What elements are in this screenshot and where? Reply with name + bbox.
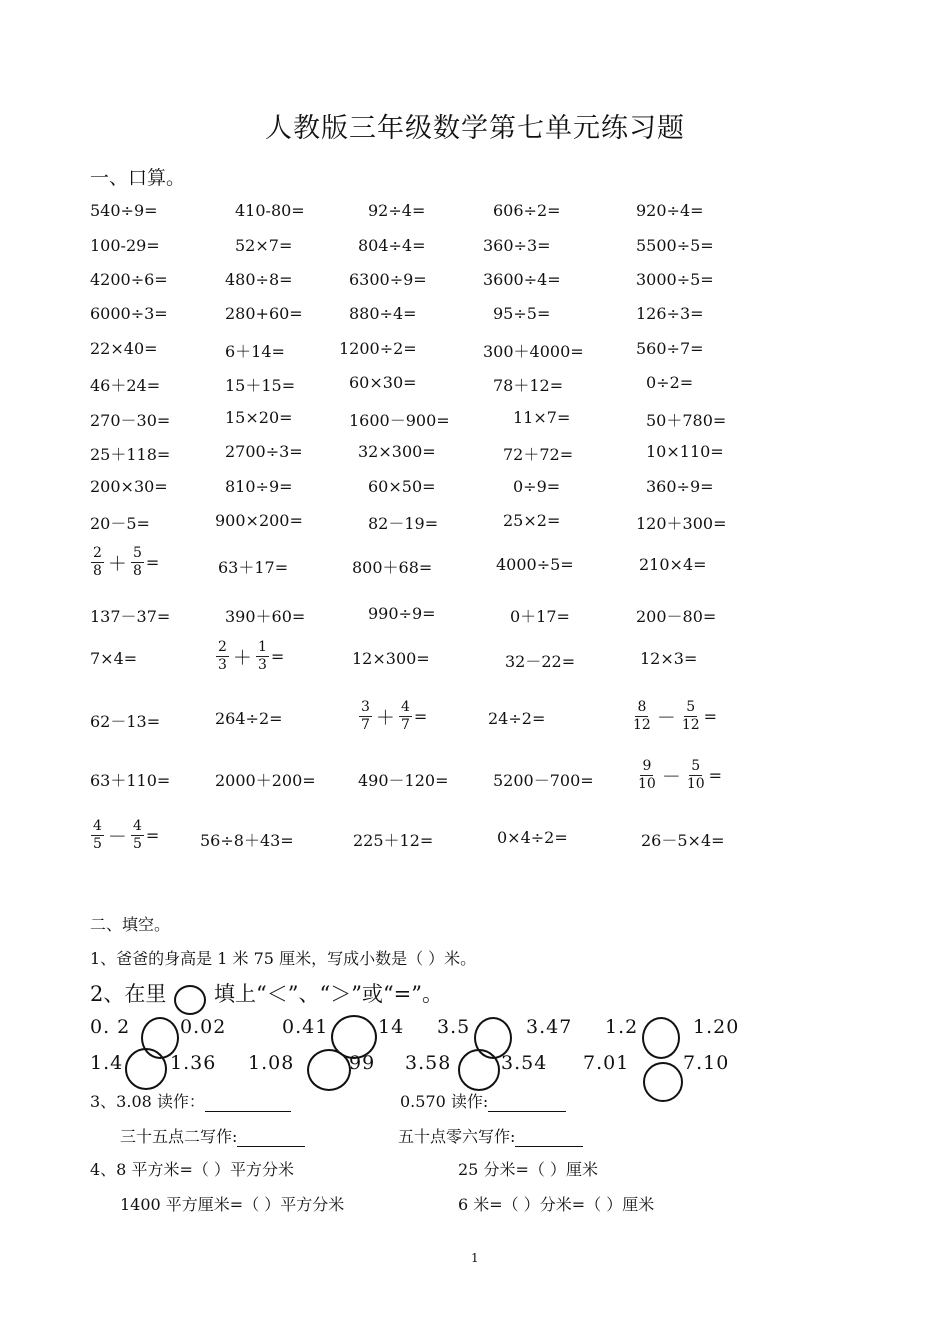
problem: 410-80= bbox=[235, 201, 305, 220]
problem: 3000÷5= bbox=[636, 270, 714, 289]
fraction-problem: $\frac{8}{12}$ － $\frac{5}{12}$ = bbox=[633, 699, 718, 733]
problem: 6000÷3= bbox=[90, 304, 168, 323]
problem: 264÷2= bbox=[215, 709, 283, 728]
problem: 2700÷3= bbox=[225, 442, 303, 461]
problem: 120＋300= bbox=[636, 514, 727, 533]
problem: 95÷5= bbox=[493, 304, 551, 323]
problem: 100-29= bbox=[90, 236, 160, 255]
problem: 50＋780= bbox=[646, 411, 727, 430]
question-3d: 五十点零六写作: bbox=[398, 1124, 583, 1147]
compare-value: 0.02 bbox=[180, 1016, 227, 1038]
answer-circle[interactable] bbox=[458, 1049, 500, 1091]
fraction: $\frac{9}{10}$ bbox=[638, 758, 656, 792]
question-3c: 三十五点二写作: bbox=[120, 1124, 305, 1147]
problem: 60×50= bbox=[368, 477, 436, 496]
problem: 0÷9= bbox=[513, 477, 561, 496]
question-2-prefix: 2、在里 bbox=[90, 982, 167, 1006]
problem: 78＋12= bbox=[493, 376, 564, 395]
fraction-problem: $\frac{4}{5}$ － $\frac{4}{5}$ = bbox=[93, 818, 160, 852]
problem: 5500÷5= bbox=[636, 236, 714, 255]
problem: 200－80= bbox=[636, 607, 717, 626]
compare-value: 99 bbox=[349, 1052, 376, 1074]
problem: 225＋12= bbox=[353, 831, 434, 850]
problem: 1200÷2= bbox=[339, 339, 417, 358]
compare-value: 3.47 bbox=[526, 1016, 573, 1038]
problem: 63＋17= bbox=[218, 558, 289, 577]
problem: 5200－700= bbox=[493, 771, 594, 790]
problem: 26－5×4= bbox=[641, 831, 725, 850]
fraction-problem: $\frac{2}{3}$ ＋ $\frac{1}{3}$ = bbox=[218, 639, 285, 673]
answer-circle[interactable] bbox=[125, 1048, 167, 1090]
fraction: $\frac{5}{12}$ bbox=[681, 699, 700, 733]
fraction: $\frac{1}{3}$ bbox=[257, 639, 267, 673]
problem: 804÷4= bbox=[358, 236, 426, 255]
problem: 20－5= bbox=[90, 514, 150, 533]
problem: 390＋60= bbox=[225, 607, 306, 626]
fraction: $\frac{5}{8}$ bbox=[132, 545, 142, 579]
compare-value: 1.36 bbox=[170, 1052, 217, 1074]
problem: 490－120= bbox=[358, 771, 449, 790]
question-4c: 1400 平方厘米=（ ）平方分米 bbox=[120, 1195, 345, 1214]
problem: 920÷4= bbox=[636, 201, 704, 220]
problem: 0×4÷2= bbox=[497, 828, 568, 847]
problem: 606÷2= bbox=[493, 201, 561, 220]
compare-value: 1.08 bbox=[248, 1052, 295, 1074]
problem: 15＋15= bbox=[225, 376, 296, 395]
question-3a: 3、3.08 读作： bbox=[90, 1089, 291, 1112]
problem: 280+60= bbox=[225, 304, 303, 323]
problem: 72＋72= bbox=[503, 445, 574, 464]
compare-value: 14 bbox=[378, 1016, 405, 1038]
answer-blank[interactable] bbox=[205, 1095, 291, 1112]
question-2-suffix: 填上“＜”、“＞”或“=”。 bbox=[214, 982, 444, 1006]
problem: 810÷9= bbox=[225, 477, 293, 496]
fraction: $\frac{2}{8}$ bbox=[93, 545, 102, 579]
problem: 560÷7= bbox=[636, 339, 704, 358]
answer-circle[interactable] bbox=[643, 1062, 683, 1102]
question-1: 1、爸爸的身高是 1 米 75 厘米，写成小数是（ ）米。 bbox=[90, 949, 477, 968]
problem: 480÷8= bbox=[225, 270, 293, 289]
problem: 3600÷4= bbox=[483, 270, 561, 289]
answer-blank[interactable] bbox=[515, 1130, 583, 1147]
compare-value: 7.10 bbox=[683, 1052, 730, 1074]
problem: 82－19= bbox=[368, 514, 439, 533]
problem: 25×2= bbox=[503, 511, 561, 530]
problem: 52×7= bbox=[235, 236, 293, 255]
compare-value: 0. 2 bbox=[90, 1016, 131, 1038]
problem: 4000÷5= bbox=[496, 555, 574, 574]
problem: 300＋4000= bbox=[483, 342, 584, 361]
problem: 360÷3= bbox=[483, 236, 551, 255]
problem: 63＋110= bbox=[90, 771, 171, 790]
fraction-problem: $\frac{3}{7}$ ＋ $\frac{4}{7}$ = bbox=[361, 699, 428, 733]
problem: 25＋118= bbox=[90, 445, 171, 464]
page-title: 人教版三年级数学第七单元练习题 bbox=[265, 113, 685, 144]
problem: 126÷3= bbox=[636, 304, 704, 323]
question-4d: 6 米=（ ）分米=（ ）厘米 bbox=[458, 1195, 655, 1214]
problem: 10×110= bbox=[646, 442, 724, 461]
problem: 24÷2= bbox=[488, 709, 546, 728]
problem: 210×4= bbox=[639, 555, 707, 574]
problem: 6300÷9= bbox=[349, 270, 427, 289]
compare-circle-icon bbox=[174, 985, 206, 1015]
answer-blank[interactable] bbox=[488, 1095, 566, 1112]
problem: 12×3= bbox=[640, 649, 698, 668]
compare-value: 1.4 bbox=[90, 1052, 124, 1074]
problem: 15×20= bbox=[225, 408, 293, 427]
problem: 11×7= bbox=[513, 408, 571, 427]
problem: 12×300= bbox=[352, 649, 430, 668]
problem: 540÷9= bbox=[90, 201, 158, 220]
problem: 62－13= bbox=[90, 712, 161, 731]
problem: 200×30= bbox=[90, 477, 168, 496]
answer-circle[interactable] bbox=[307, 1049, 351, 1091]
question-3b: 0.570 读作: bbox=[400, 1089, 566, 1112]
problem: 360÷9= bbox=[646, 477, 714, 496]
problem: 4200÷6= bbox=[90, 270, 168, 289]
compare-value: 1.2 bbox=[605, 1016, 639, 1038]
section2-heading: 二、填空。 bbox=[90, 915, 171, 934]
answer-circle[interactable] bbox=[642, 1017, 680, 1059]
page-number: 1 bbox=[471, 1251, 479, 1265]
problem: 92÷4= bbox=[368, 201, 426, 220]
question-4b: 25 分米=（ ）厘米 bbox=[458, 1160, 598, 1179]
fraction-problem: $\frac{2}{8}$ ＋ $\frac{5}{8}$ = bbox=[93, 545, 160, 579]
problem: 990÷9= bbox=[368, 604, 436, 623]
problem: 880÷4= bbox=[349, 304, 417, 323]
fraction: $\frac{3}{7}$ bbox=[361, 699, 370, 733]
problem: 22×40= bbox=[90, 339, 158, 358]
section1-heading: 一、口算。 bbox=[90, 167, 186, 189]
compare-value: 0.41 bbox=[282, 1016, 329, 1038]
compare-value: 1.20 bbox=[693, 1016, 740, 1038]
fraction: $\frac{4}{5}$ bbox=[93, 818, 102, 852]
fraction: $\frac{8}{12}$ bbox=[633, 699, 651, 733]
fraction-problem: $\frac{9}{10}$ － $\frac{5}{10}$ = bbox=[638, 758, 723, 792]
fraction: $\frac{4}{5}$ bbox=[132, 818, 142, 852]
compare-value: 3.54 bbox=[501, 1052, 548, 1074]
problem: 32－22= bbox=[505, 652, 576, 671]
problem: 0÷2= bbox=[646, 373, 694, 392]
problem: 46＋24= bbox=[90, 376, 161, 395]
compare-value: 3.58 bbox=[405, 1052, 452, 1074]
fraction: $\frac{5}{10}$ bbox=[686, 758, 705, 792]
problem: 56÷8＋43= bbox=[200, 831, 294, 850]
question-4a: 4、8 平方米=（ ）平方分米 bbox=[90, 1160, 294, 1179]
problem: 900×200= bbox=[215, 511, 303, 530]
answer-blank[interactable] bbox=[237, 1130, 305, 1147]
problem: 6＋14= bbox=[225, 342, 285, 361]
problem: 1600－900= bbox=[349, 411, 450, 430]
compare-value: 7.01 bbox=[583, 1052, 630, 1074]
compare-value: 3.5 bbox=[437, 1016, 471, 1038]
problem: 32×300= bbox=[358, 442, 436, 461]
problem: 270－30= bbox=[90, 411, 171, 430]
fraction: $\frac{4}{7}$ bbox=[400, 699, 410, 733]
problem: 800＋68= bbox=[352, 558, 433, 577]
problem: 0＋17= bbox=[510, 607, 570, 626]
problem: 60×30= bbox=[349, 373, 417, 392]
fraction: $\frac{2}{3}$ bbox=[218, 639, 227, 673]
problem: 7×4= bbox=[90, 649, 138, 668]
problem: 137－37= bbox=[90, 607, 171, 626]
problem: 2000＋200= bbox=[215, 771, 316, 790]
